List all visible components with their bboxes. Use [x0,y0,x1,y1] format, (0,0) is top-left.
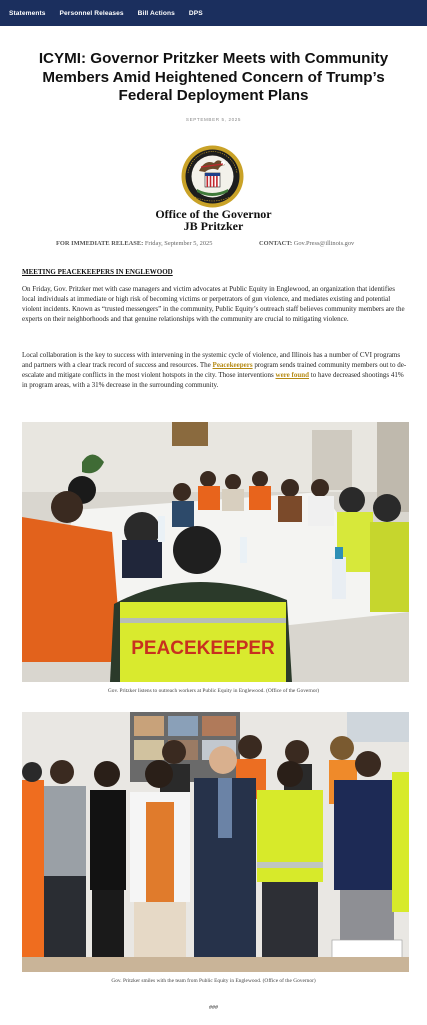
paragraph-2-text-b: program sends trained community members out to de-escalate and mitigate conflicts in the most violent hotspots in the city. Those interventions [22,361,407,379]
release-info [56,240,212,247]
office-line-1: Office of the Governor [155,207,272,221]
office-line-2: JB Pritzker [183,219,244,233]
paragraph-2-text-c: to have decreased shootings 41% in program areas, with a 31% decrease in the surrounding community. [22,371,404,389]
paragraph-2-text-a: Local collaboration is the key to success with intervening in the systemic cycle of violence, and Illinois has a number of CVI programs and partners with a clear track record of success and resources. The [22,351,401,369]
nav-item-personnel-releases[interactable]: Personnel Releases [59,9,124,17]
paragraph-2 [22,350,409,390]
peacekeepers-link[interactable]: Peacekeepers [212,361,253,369]
nav-item-statements[interactable]: Statements [9,9,46,17]
release-date: Friday, September 5, 2025 [144,240,213,247]
photo-2-caption: Gov. Pritzker smiles with the team from Public Equity in Englewood. (Office of the Governor) [111,978,316,984]
article-date: SEPTEMBER 5, 2025 [185,117,242,122]
were-found-link[interactable]: were found [275,371,310,379]
team-group-photo [22,712,409,972]
meeting-photo [22,422,409,682]
nav-item-bill-actions[interactable]: Bill Actions [137,9,175,17]
article-title: ICYMI: Governor Pritzker Meets with Community Members Amid Heightened Concern of Trump’s Federal Deployment Plans [38,50,389,104]
contact-email[interactable]: Gov.Press@illinois.gov [293,240,355,247]
contact-label: CONTACT: [259,240,293,247]
release-label: FOR IMMEDIATE RELEASE: [56,240,144,247]
section-heading: MEETING PEACEKEEPERS IN ENGLEWOOD [22,268,173,276]
top-nav-bar [0,0,427,26]
office-of-governor-heading [0,208,427,232]
end-mark: ### [209,1005,218,1011]
paragraph-1: On Friday, Gov. Pritzker met with case managers and victim advocates at Public Equity in Englewood, an organization that identifies local individuals at immediate or high risk of becoming victims or perpetrators of gun violence, and mediates existing and potential violent incidents. Known as “trusted messengers” in the community, Public Equity’s outreach staff believes community members are the experts on their neighborhoods and that genuine relationships with the community are crucial to mitigating violence. [22,285,405,323]
contact-info [259,240,354,247]
nav-item-dps[interactable]: DPS [188,9,203,17]
peacekeeper-vest-text: PEACEKEEPER [131,638,275,659]
illinois-seal-logo [181,145,244,208]
photo-1-caption: Gov. Pritzker listens to outreach workers at Public Equity in Englewood. (Office of the Governor) [107,688,320,694]
